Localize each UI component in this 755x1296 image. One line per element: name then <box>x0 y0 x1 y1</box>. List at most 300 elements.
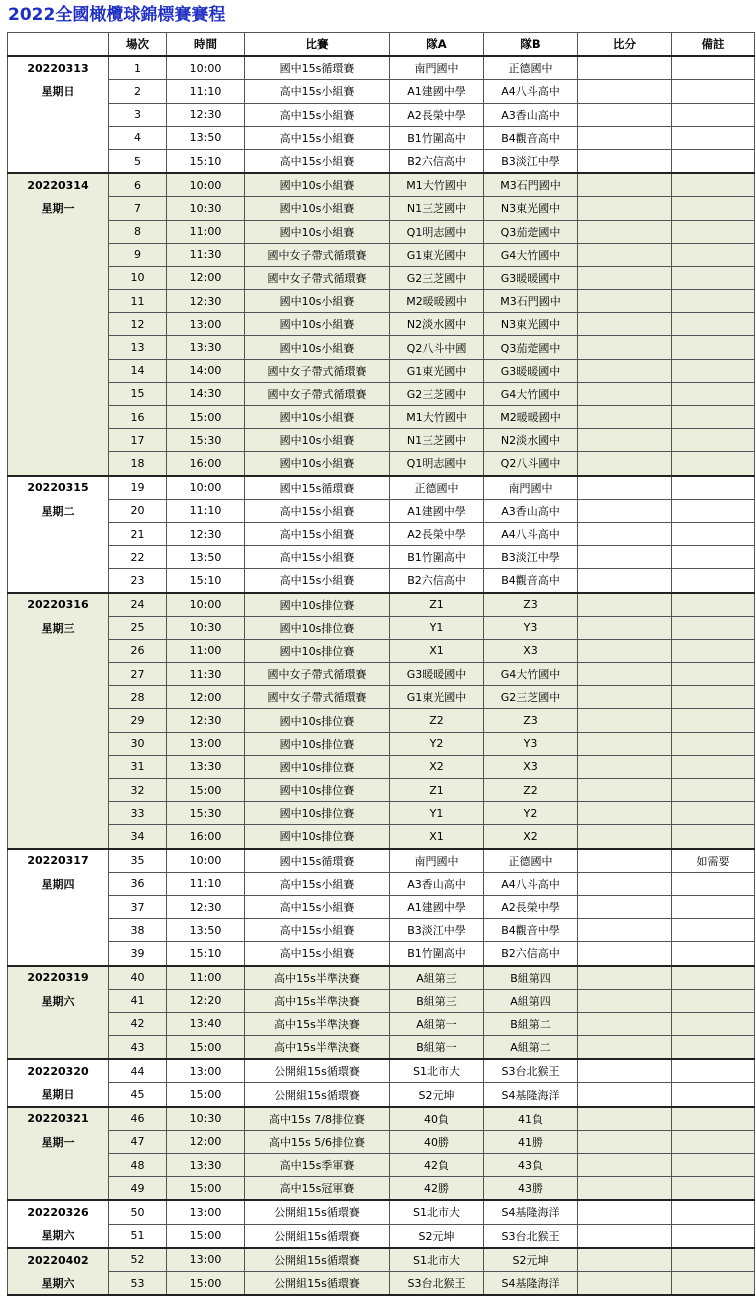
weekday-cell: 星期二 <box>8 499 109 522</box>
table-row <box>8 522 755 545</box>
weekday-cell: 星期一 <box>8 1130 109 1153</box>
time-cell: 11:30 <box>167 243 245 266</box>
note-cell <box>672 639 755 662</box>
score-cell <box>578 942 672 966</box>
team-b-cell: M3石門國中 <box>484 173 578 197</box>
score-cell <box>578 1271 672 1295</box>
table-row <box>8 872 755 895</box>
game-cell: 高中15s半準決賽 <box>245 989 390 1012</box>
note-cell <box>672 569 755 593</box>
team-b-cell: N3東光國中 <box>484 313 578 336</box>
time-cell: 12:00 <box>167 1130 245 1153</box>
score-cell <box>578 522 672 545</box>
score-cell <box>578 1059 672 1083</box>
schedule-body <box>8 56 755 1295</box>
date-cell-empty <box>8 522 109 545</box>
team-a-cell: Q2八斗中國 <box>390 336 484 359</box>
note-cell <box>672 872 755 895</box>
date-cell-empty <box>8 243 109 266</box>
table-row <box>8 382 755 405</box>
table-row <box>8 989 755 1012</box>
date-cell-empty <box>8 126 109 149</box>
note-cell <box>672 546 755 569</box>
score-cell <box>578 56 672 80</box>
match-no-cell: 27 <box>109 663 167 686</box>
team-b-cell: G3暖暖國中 <box>484 266 578 289</box>
note-cell <box>672 290 755 313</box>
team-a-cell: A1建國中學 <box>390 895 484 918</box>
weekday-cell: 星期日 <box>8 80 109 103</box>
team-a-cell: Y1 <box>390 802 484 825</box>
team-b-cell: 43負 <box>484 1154 578 1177</box>
team-a-cell: 40負 <box>390 1107 484 1131</box>
table-row <box>8 149 755 173</box>
team-b-cell: Q3茄萣國中 <box>484 336 578 359</box>
table-row <box>8 1200 755 1224</box>
score-cell <box>578 755 672 778</box>
time-cell: 13:00 <box>167 1248 245 1272</box>
note-cell <box>672 56 755 80</box>
time-cell: 12:20 <box>167 989 245 1012</box>
team-b-cell: S4基隆海洋 <box>484 1200 578 1224</box>
note-cell <box>672 220 755 243</box>
note-cell <box>672 593 755 617</box>
team-b-cell: B組第四 <box>484 966 578 990</box>
team-a-cell: M1大竹國中 <box>390 173 484 197</box>
time-cell: 15:30 <box>167 802 245 825</box>
team-a-cell: M2暖暖國中 <box>390 290 484 313</box>
time-cell: 12:00 <box>167 266 245 289</box>
match-no-cell: 17 <box>109 429 167 452</box>
score-cell <box>578 173 672 197</box>
note-cell <box>672 476 755 500</box>
game-cell: 國中10s排位賽 <box>245 755 390 778</box>
date-cell-empty <box>8 802 109 825</box>
table-row <box>8 1224 755 1248</box>
team-a-cell: M1大竹國中 <box>390 406 484 429</box>
time-cell: 13:40 <box>167 1012 245 1035</box>
time-cell: 13:00 <box>167 732 245 755</box>
team-a-cell: B2六信高中 <box>390 569 484 593</box>
time-cell: 12:00 <box>167 686 245 709</box>
team-b-cell: B組第二 <box>484 1012 578 1035</box>
match-no-cell: 28 <box>109 686 167 709</box>
match-no-cell: 23 <box>109 569 167 593</box>
note-cell <box>672 686 755 709</box>
team-b-cell: A4八斗高中 <box>484 522 578 545</box>
match-no-cell: 22 <box>109 546 167 569</box>
note-cell <box>672 802 755 825</box>
note-cell <box>672 1154 755 1177</box>
score-cell <box>578 429 672 452</box>
score-cell <box>578 802 672 825</box>
team-b-cell: B4觀音中學 <box>484 919 578 942</box>
score-cell <box>578 849 672 873</box>
team-b-cell: G4大竹國中 <box>484 243 578 266</box>
team-b-cell: Q3茄萣國中 <box>484 220 578 243</box>
header-team-b: 隊B <box>484 33 578 57</box>
note-cell <box>672 616 755 639</box>
team-b-cell: X2 <box>484 825 578 849</box>
game-cell: 高中15s半準決賽 <box>245 1012 390 1035</box>
team-b-cell: B4觀音高中 <box>484 126 578 149</box>
note-cell <box>672 1177 755 1201</box>
team-b-cell: B2六信高中 <box>484 942 578 966</box>
time-cell: 15:00 <box>167 1083 245 1107</box>
score-cell <box>578 593 672 617</box>
match-no-cell: 8 <box>109 220 167 243</box>
game-cell: 國中10s排位賽 <box>245 593 390 617</box>
time-cell: 13:50 <box>167 546 245 569</box>
note-cell <box>672 126 755 149</box>
date-cell: 20220402 <box>8 1248 109 1272</box>
table-row <box>8 313 755 336</box>
team-a-cell: G2三芝國中 <box>390 266 484 289</box>
score-cell <box>578 779 672 802</box>
team-a-cell: A組第一 <box>390 1012 484 1035</box>
table-row <box>8 266 755 289</box>
time-cell: 10:00 <box>167 56 245 80</box>
match-no-cell: 36 <box>109 872 167 895</box>
game-cell: 國中10s排位賽 <box>245 616 390 639</box>
table-row <box>8 197 755 220</box>
match-no-cell: 32 <box>109 779 167 802</box>
table-row <box>8 103 755 126</box>
game-cell: 高中15s半準決賽 <box>245 966 390 990</box>
note-cell <box>672 942 755 966</box>
time-cell: 15:00 <box>167 1036 245 1060</box>
match-no-cell: 50 <box>109 1200 167 1224</box>
game-cell: 公開組15s循環賽 <box>245 1271 390 1295</box>
team-a-cell: S1北市大 <box>390 1248 484 1272</box>
team-b-cell: M2暖暖國中 <box>484 406 578 429</box>
note-cell <box>672 80 755 103</box>
team-b-cell: 41負 <box>484 1107 578 1131</box>
time-cell: 16:00 <box>167 452 245 476</box>
date-cell-empty <box>8 709 109 732</box>
game-cell: 國中10s小組賽 <box>245 313 390 336</box>
team-b-cell: A3香山高中 <box>484 103 578 126</box>
team-a-cell: Y2 <box>390 732 484 755</box>
team-a-cell: X2 <box>390 755 484 778</box>
team-b-cell: Y3 <box>484 732 578 755</box>
table-row <box>8 802 755 825</box>
note-cell <box>672 1036 755 1060</box>
game-cell: 高中15s半準決賽 <box>245 1036 390 1060</box>
note-cell <box>672 919 755 942</box>
note-cell <box>672 429 755 452</box>
match-no-cell: 40 <box>109 966 167 990</box>
note-cell <box>672 313 755 336</box>
header-note: 備註 <box>672 33 755 57</box>
table-row <box>8 895 755 918</box>
score-cell <box>578 1130 672 1153</box>
score-cell <box>578 966 672 990</box>
date-cell-empty <box>8 359 109 382</box>
team-a-cell: G1東光國中 <box>390 686 484 709</box>
team-a-cell: N1三芝國中 <box>390 429 484 452</box>
team-a-cell: X1 <box>390 639 484 662</box>
note-cell <box>672 382 755 405</box>
table-row <box>8 569 755 593</box>
score-cell <box>578 499 672 522</box>
game-cell: 國中10s排位賽 <box>245 639 390 662</box>
match-no-cell: 13 <box>109 336 167 359</box>
team-b-cell: B3淡江中學 <box>484 149 578 173</box>
game-cell: 國中10s排位賽 <box>245 802 390 825</box>
note-cell <box>672 406 755 429</box>
date-cell: 20220314 <box>8 173 109 197</box>
score-cell <box>578 1036 672 1060</box>
date-cell-empty <box>8 779 109 802</box>
table-row <box>8 1154 755 1177</box>
team-b-cell: Z3 <box>484 593 578 617</box>
note-cell <box>672 1059 755 1083</box>
note-cell <box>672 1224 755 1248</box>
note-cell <box>672 1107 755 1131</box>
score-cell <box>578 1012 672 1035</box>
time-cell: 11:10 <box>167 499 245 522</box>
team-a-cell: A組第三 <box>390 966 484 990</box>
time-cell: 15:10 <box>167 942 245 966</box>
table-row <box>8 732 755 755</box>
note-cell <box>672 499 755 522</box>
team-a-cell: G2三芝國中 <box>390 382 484 405</box>
match-no-cell: 45 <box>109 1083 167 1107</box>
score-cell <box>578 382 672 405</box>
team-a-cell: 42勝 <box>390 1177 484 1201</box>
score-cell <box>578 709 672 732</box>
team-b-cell: A組第二 <box>484 1036 578 1060</box>
score-cell <box>578 1248 672 1272</box>
note-cell <box>672 522 755 545</box>
time-cell: 15:00 <box>167 1177 245 1201</box>
score-cell <box>578 569 672 593</box>
game-cell: 國中10s小組賽 <box>245 429 390 452</box>
weekday-cell: 星期三 <box>8 616 109 639</box>
schedule-table <box>7 32 755 1296</box>
score-cell <box>578 313 672 336</box>
note-cell <box>672 1200 755 1224</box>
note-cell <box>672 732 755 755</box>
note-cell <box>672 966 755 990</box>
time-cell: 13:00 <box>167 313 245 336</box>
score-cell <box>578 732 672 755</box>
table-row <box>8 452 755 476</box>
team-a-cell: 南門國中 <box>390 849 484 873</box>
match-no-cell: 1 <box>109 56 167 80</box>
team-a-cell: 正德國中 <box>390 476 484 500</box>
game-cell: 國中10s小組賽 <box>245 406 390 429</box>
game-cell: 國中女子帶式循環賽 <box>245 266 390 289</box>
time-cell: 14:00 <box>167 359 245 382</box>
note-cell <box>672 197 755 220</box>
score-cell <box>578 452 672 476</box>
table-row <box>8 1059 755 1083</box>
team-a-cell: B1竹圍高中 <box>390 546 484 569</box>
match-no-cell: 53 <box>109 1271 167 1295</box>
score-cell <box>578 1154 672 1177</box>
game-cell: 高中15s小組賽 <box>245 499 390 522</box>
table-row <box>8 56 755 80</box>
team-a-cell: G1東光國中 <box>390 243 484 266</box>
table-row <box>8 686 755 709</box>
team-a-cell: X1 <box>390 825 484 849</box>
team-b-cell: S3台北猴王 <box>484 1224 578 1248</box>
date-cell-empty <box>8 546 109 569</box>
table-row <box>8 80 755 103</box>
game-cell: 國中女子帶式循環賽 <box>245 686 390 709</box>
table-row <box>8 429 755 452</box>
date-cell: 20220320 <box>8 1059 109 1083</box>
game-cell: 高中15s小組賽 <box>245 872 390 895</box>
match-no-cell: 2 <box>109 80 167 103</box>
date-cell-empty <box>8 686 109 709</box>
note-cell <box>672 1012 755 1035</box>
game-cell: 高中15s小組賽 <box>245 919 390 942</box>
score-cell <box>578 243 672 266</box>
time-cell: 10:00 <box>167 173 245 197</box>
game-cell: 高中15s小組賽 <box>245 546 390 569</box>
team-a-cell: N1三芝國中 <box>390 197 484 220</box>
time-cell: 11:00 <box>167 220 245 243</box>
game-cell: 國中10s小組賽 <box>245 290 390 313</box>
team-b-cell: X3 <box>484 639 578 662</box>
game-cell: 高中15s小組賽 <box>245 103 390 126</box>
match-no-cell: 19 <box>109 476 167 500</box>
time-cell: 12:30 <box>167 709 245 732</box>
game-cell: 公開組15s循環賽 <box>245 1200 390 1224</box>
date-cell: 20220319 <box>8 966 109 990</box>
note-cell <box>672 825 755 849</box>
match-no-cell: 4 <box>109 126 167 149</box>
match-no-cell: 16 <box>109 406 167 429</box>
time-cell: 12:30 <box>167 895 245 918</box>
note-cell <box>672 779 755 802</box>
match-no-cell: 46 <box>109 1107 167 1131</box>
team-b-cell: Y3 <box>484 616 578 639</box>
match-no-cell: 15 <box>109 382 167 405</box>
weekday-cell: 星期六 <box>8 989 109 1012</box>
table-row <box>8 1107 755 1131</box>
date-cell-empty <box>8 429 109 452</box>
table-row <box>8 966 755 990</box>
game-cell: 高中15s小組賽 <box>245 126 390 149</box>
date-cell: 20220321 <box>8 1107 109 1131</box>
team-a-cell: S1北市大 <box>390 1200 484 1224</box>
match-no-cell: 34 <box>109 825 167 849</box>
game-cell: 國中10s小組賽 <box>245 220 390 243</box>
team-b-cell: S3台北猴王 <box>484 1059 578 1083</box>
table-row <box>8 942 755 966</box>
date-cell-empty <box>8 732 109 755</box>
game-cell: 國中女子帶式循環賽 <box>245 382 390 405</box>
table-row <box>8 1130 755 1153</box>
team-b-cell: G3暖暖國中 <box>484 359 578 382</box>
team-a-cell: Q1明志國中 <box>390 220 484 243</box>
game-cell: 國中10s排位賽 <box>245 825 390 849</box>
time-cell: 11:10 <box>167 872 245 895</box>
table-row <box>8 1248 755 1272</box>
table-row <box>8 616 755 639</box>
weekday-cell: 星期一 <box>8 197 109 220</box>
time-cell: 10:00 <box>167 593 245 617</box>
game-cell: 國中10s小組賽 <box>245 173 390 197</box>
time-cell: 12:30 <box>167 522 245 545</box>
time-cell: 15:00 <box>167 779 245 802</box>
team-b-cell: A組第四 <box>484 989 578 1012</box>
table-row <box>8 755 755 778</box>
score-cell <box>578 1083 672 1107</box>
game-cell: 國中女子帶式循環賽 <box>245 359 390 382</box>
time-cell: 14:30 <box>167 382 245 405</box>
table-row <box>8 709 755 732</box>
team-b-cell: 南門國中 <box>484 476 578 500</box>
match-no-cell: 26 <box>109 639 167 662</box>
table-row <box>8 1271 755 1295</box>
score-cell <box>578 639 672 662</box>
time-cell: 13:30 <box>167 755 245 778</box>
match-no-cell: 12 <box>109 313 167 336</box>
time-cell: 15:00 <box>167 406 245 429</box>
time-cell: 10:30 <box>167 616 245 639</box>
note-cell: 如需要 <box>672 849 755 873</box>
game-cell: 公開組15s循環賽 <box>245 1083 390 1107</box>
team-a-cell: A2長榮中學 <box>390 522 484 545</box>
match-no-cell: 44 <box>109 1059 167 1083</box>
game-cell: 公開組15s循環賽 <box>245 1248 390 1272</box>
score-cell <box>578 476 672 500</box>
time-cell: 11:00 <box>167 639 245 662</box>
date-cell-empty <box>8 1177 109 1201</box>
table-row <box>8 825 755 849</box>
note-cell <box>672 243 755 266</box>
weekday-cell: 星期日 <box>8 1083 109 1107</box>
date-cell-empty <box>8 919 109 942</box>
time-cell: 15:00 <box>167 1224 245 1248</box>
table-row <box>8 290 755 313</box>
team-b-cell: B3淡江中學 <box>484 546 578 569</box>
team-a-cell: B3淡江中學 <box>390 919 484 942</box>
match-no-cell: 42 <box>109 1012 167 1035</box>
score-cell <box>578 103 672 126</box>
header-time: 時間 <box>167 33 245 57</box>
game-cell: 國中10s排位賽 <box>245 732 390 755</box>
date-cell-empty <box>8 569 109 593</box>
table-row <box>8 639 755 662</box>
weekday-cell: 星期四 <box>8 872 109 895</box>
match-no-cell: 47 <box>109 1130 167 1153</box>
team-a-cell: B2六信高中 <box>390 149 484 173</box>
game-cell: 國中10s小組賽 <box>245 336 390 359</box>
team-b-cell: Z3 <box>484 709 578 732</box>
team-b-cell: G4大竹國中 <box>484 382 578 405</box>
score-cell <box>578 336 672 359</box>
header-row <box>8 33 755 57</box>
team-b-cell: G2三芝國中 <box>484 686 578 709</box>
header-game: 比賽 <box>245 33 390 57</box>
match-no-cell: 6 <box>109 173 167 197</box>
date-cell-empty <box>8 895 109 918</box>
team-a-cell: A2長榮中學 <box>390 103 484 126</box>
team-a-cell: S1北市大 <box>390 1059 484 1083</box>
team-b-cell: A4八斗高中 <box>484 80 578 103</box>
score-cell <box>578 546 672 569</box>
game-cell: 國中女子帶式循環賽 <box>245 663 390 686</box>
score-cell <box>578 825 672 849</box>
team-a-cell: A1建國中學 <box>390 499 484 522</box>
team-a-cell: B組第一 <box>390 1036 484 1060</box>
